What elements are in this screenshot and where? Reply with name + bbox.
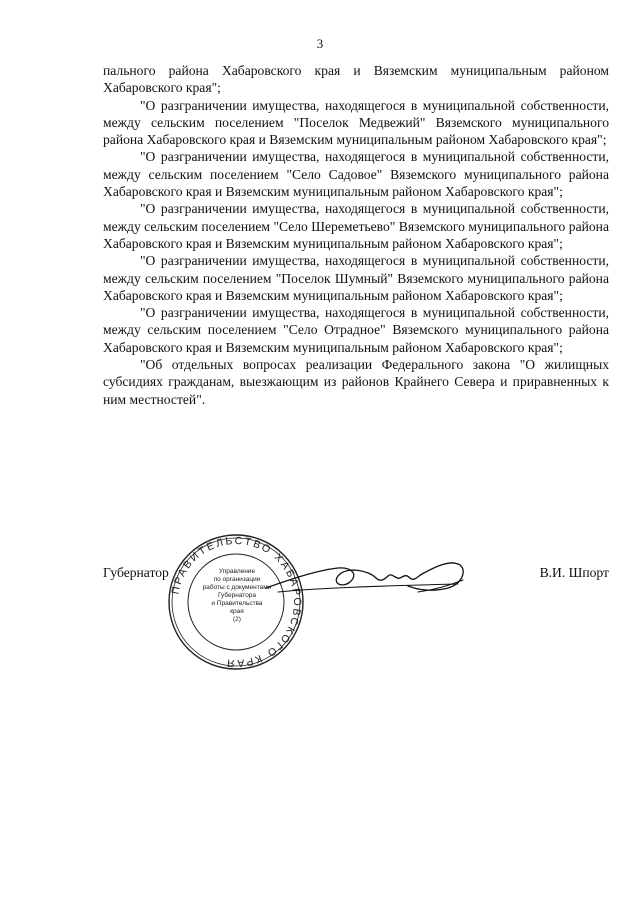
paragraph: "Об отдельных вопросах реализации Федерального закона "О жилищных субсидиях гражданам, выезжающим из районов Крайнего Севера и приравненных к ним местностей". (103, 357, 609, 407)
paragraph: "О разграничении имущества, находящегося в муниципальной собственности, между сельским поселением "Село Садовое" Вяземского муниципального района Хабаровского края и Вяземским муниципальным районом Хабаровского края"; (103, 149, 609, 200)
handwritten-signature (258, 540, 478, 610)
paragraph: "О разграничении имущества, находящегося в муниципальной собственности, между сельским поселением "Село Отрадное" Вяземского муниципального района Хабаровского края и Вяземским муниципальным районом Хабаровского края"; (103, 305, 609, 355)
stamp-ring-text: ПРАВИТЕЛЬСТВО ХАБАРОВСКОГО КРАЯ (169, 534, 304, 670)
stamp-inner-text: Управление по организации работы с документами Губернатора и Правительства края (2) (202, 568, 272, 623)
paragraph: "О разграничении имущества, находящегося в муниципальной собственности, между сельским поселением "Поселок Шумный" Вяземского муниципального района Хабаровского края и Вяземским муниципальным районом Хабаровского края"; (103, 253, 609, 303)
signatory-name: В.И. Шпорт (539, 565, 609, 580)
page-number: 3 (316, 36, 324, 51)
paragraph: "О разграничении имущества, находящегося в муниципальной собственности, между сельским поселением "Село Шереметьево" Вяземского муниципального района Хабаровского края и Вяземским муниципальным районом Хабаровского края"; (103, 201, 609, 251)
paragraph: пального района Хабаровского края и Вяземским муниципальным районом Хабаровского края"; (103, 63, 609, 96)
document-body (103, 62, 609, 408)
paragraph: "О разграничении имущества, находящегося в муниципальной собственности, между сельским поселением "Поселок Медвежий" Вяземского муниципального района Хабаровского края и Вяземским муниципальным районом Хабаровского края"; (103, 97, 609, 148)
signatory-title: Губернатор (103, 565, 169, 580)
